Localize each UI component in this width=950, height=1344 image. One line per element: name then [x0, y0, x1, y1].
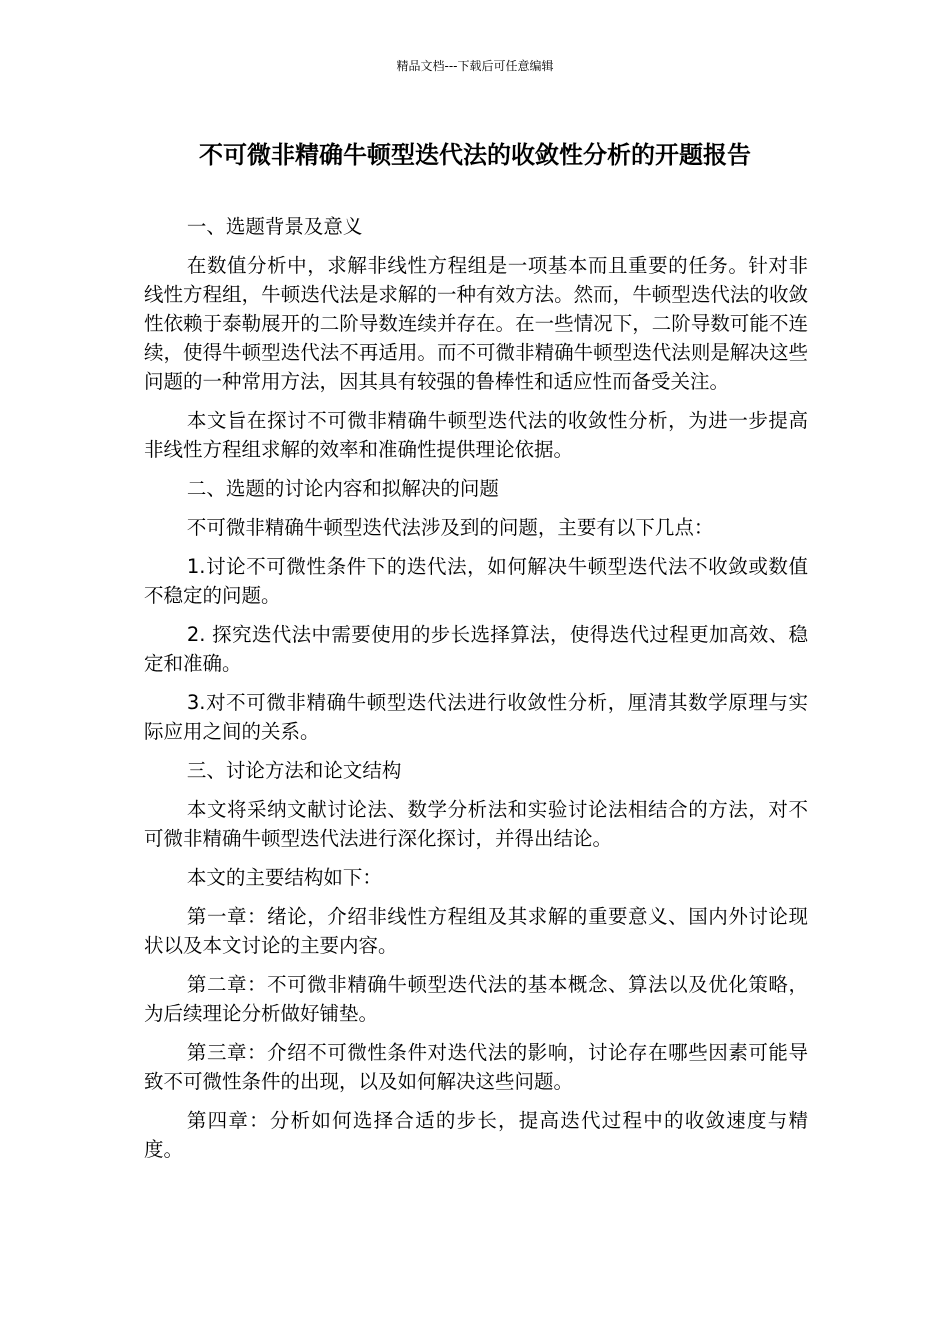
document-body: [144, 212, 808, 1174]
paragraph-structure-intro: 本文的主要结构如下：: [186, 866, 382, 889]
header-note: 精品文档---下载后可任意编辑: [396, 59, 554, 73]
chapter-3: 第三章：介绍不可微性条件对迭代法的影响，讨论存在哪些因素可能导致不可微性条件的出现，以及如何解决这些问题。: [144, 1041, 808, 1093]
list-item-problem-1: 1.讨论不可微性条件下的迭代法，如何解决牛顿型迭代法不收敛或数值不稳定的问题。: [144, 555, 808, 607]
section-heading-methods: 三、讨论方法和论文结构: [186, 759, 402, 782]
paragraph-background: 在数值分析中，求解非线性方程组是一项基本而且重要的任务。针对非线性方程组，牛顿迭代法是求解的一种有效方法。然而，牛顿型迭代法的收敛性依赖于泰勒展开的二阶导数连续并存在。在一些情况下，二阶导数可能不连续，使得牛顿型迭代法不再适用。而不可微非精确牛顿型迭代法则是解决这些问题的一种常用方法，因其具有较强的鲁棒性和适应性而备受关注。: [144, 254, 808, 393]
section-heading-background: 一、选题背景及意义: [186, 215, 363, 238]
list-item-problem-3: 3.对不可微非精确牛顿型迭代法进行收敛性分析，厘清其数学原理与实际应用之间的关系。: [144, 691, 808, 743]
chapter-2: 第二章：不可微非精确牛顿型迭代法的基本概念、算法以及优化策略，为后续理论分析做好铺垫。: [144, 973, 808, 1025]
section-heading-content: 二、选题的讨论内容和拟解决的问题: [186, 477, 499, 500]
document-title: 不可微非精确牛顿型迭代法的收敛性分析的开题报告: [199, 141, 751, 169]
chapter-4: 第四章：分析如何选择合适的步长，提高迭代过程中的收敛速度与精度。: [144, 1109, 808, 1161]
paragraph-methods: 本文将采纳文献讨论法、数学分析法和实验讨论法相结合的方法，对不可微非精确牛顿型迭代法进行深化探讨，并得出结论。: [144, 798, 808, 850]
paragraph-problems-intro: 不可微非精确牛顿型迭代法涉及到的问题，主要有以下几点：: [186, 516, 714, 539]
chapter-1: 第一章：绪论，介绍非线性方程组及其求解的重要意义、国内外讨论现状以及本文讨论的主要内容。: [144, 905, 808, 957]
paragraph-purpose: 本文旨在探讨不可微非精确牛顿型迭代法的收敛性分析，为进一步提高非线性方程组求解的效率和准确性提供理论依据。: [144, 409, 808, 461]
list-item-problem-2: 2. 探究迭代法中需要使用的步长选择算法，使得迭代过程更加高效、稳定和准确。: [144, 623, 808, 675]
